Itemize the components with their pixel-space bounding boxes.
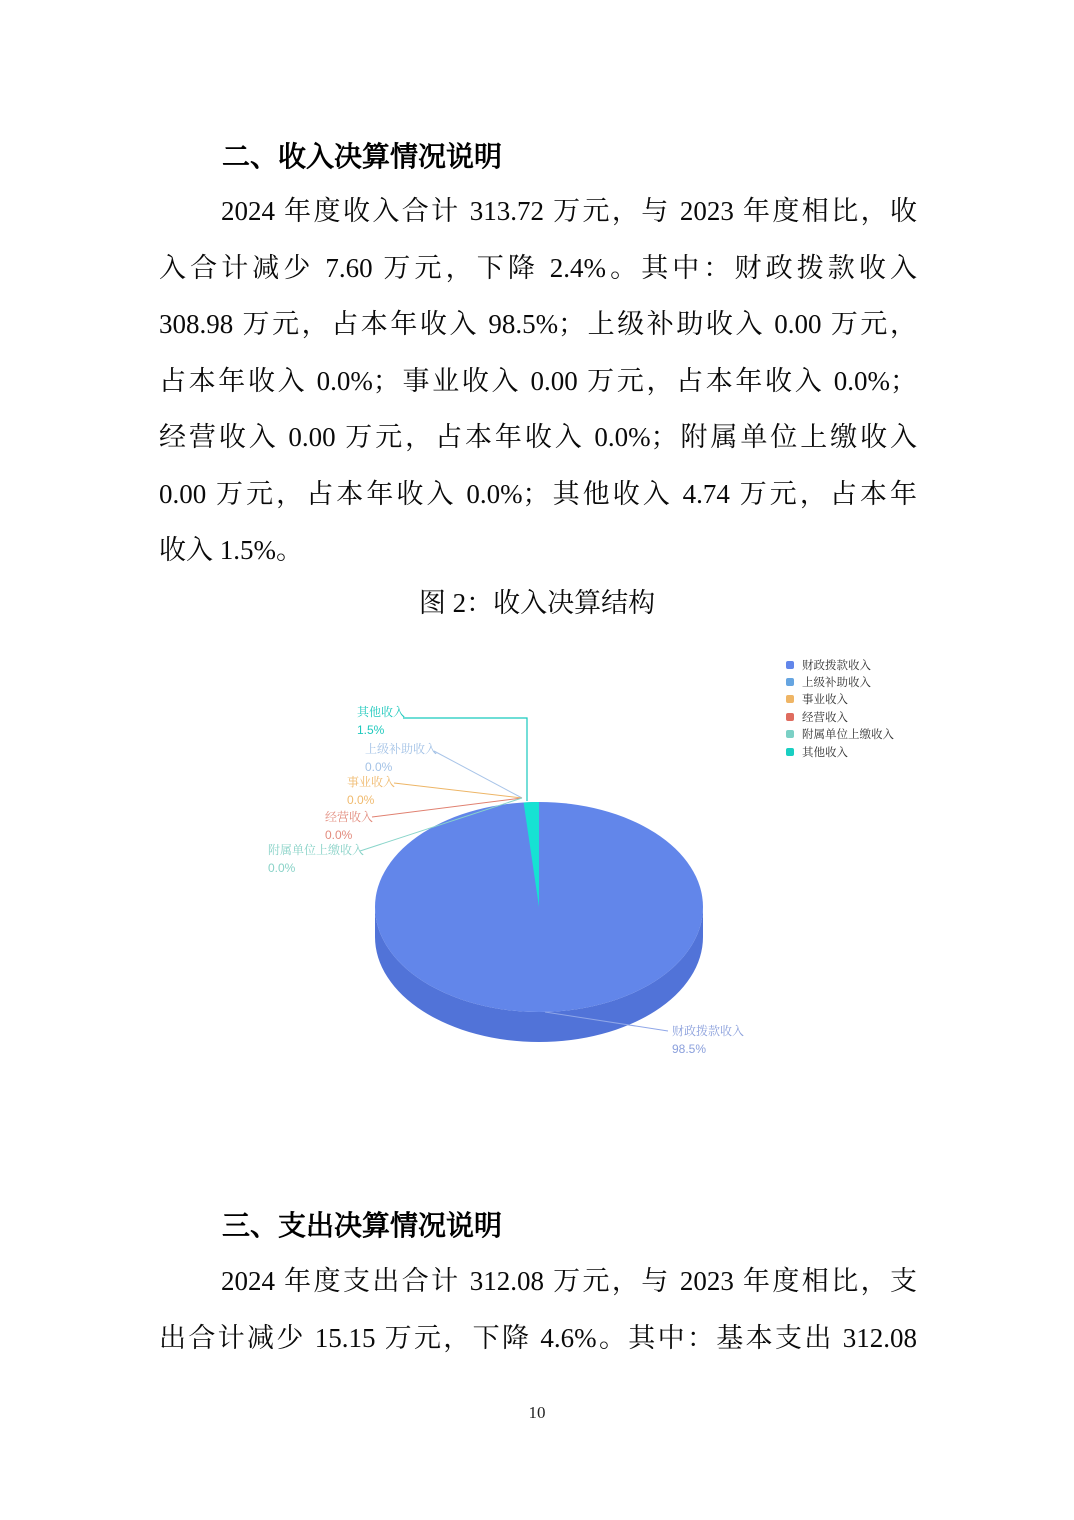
pie-label-name: 上级补助收入 [365, 742, 438, 756]
legend-item [786, 673, 894, 690]
pie-label-fiscal [672, 1022, 744, 1058]
chart-legend [786, 656, 894, 760]
income-line: 2024 年度收入合计 313.72 万元，与 2023 年度相比，收 [221, 196, 917, 226]
pie-label-business [347, 773, 395, 809]
expenditure-paragraph [159, 1253, 917, 1366]
legend-label: 经营收入 [802, 711, 848, 724]
expenditure-line: 出合计减少 15.15 万元，下降 4.6%。其中：基本支出 312.08 [159, 1322, 917, 1353]
legend-label: 附属单位上缴收入 [802, 729, 894, 742]
pie-label-name: 附属单位上缴收入 [268, 843, 365, 857]
legend-swatch-affiliated-icon [786, 730, 794, 738]
leader-line-superior [434, 751, 522, 798]
legend-item [786, 656, 894, 673]
legend-label: 上级补助收入 [802, 677, 871, 690]
pie-label-superior [365, 740, 437, 776]
legend-swatch-superior-icon [786, 678, 794, 686]
legend-label: 财政拨款收入 [802, 659, 871, 672]
pie-label-percent: 1.5% [357, 723, 385, 737]
legend-swatch-fiscal-icon [786, 661, 794, 669]
legend-item [786, 743, 894, 760]
income-line: 0.00 万元，占本年收入 0.0%；其他收入 4.74 万元，占本年 [159, 478, 917, 509]
pie-label-name: 经营收入 [325, 810, 374, 824]
pie-label-name: 财政拨款收入 [672, 1024, 745, 1038]
pie-label-percent: 0.0% [365, 760, 393, 774]
pie-label-percent: 0.0% [268, 861, 296, 875]
figure-caption: 图 2：收入决算结构 [418, 588, 656, 618]
income-line: 占本年收入 0.0%；事业收入 0.00 万元，占本年收入 0.0%； [159, 365, 917, 396]
legend-swatch-other-icon [786, 748, 794, 756]
expenditure-line: 2024 年度支出合计 312.08 万元，与 2023 年度相比，支 [221, 1266, 917, 1296]
income-line: 308.98 万元，占本年收入 98.5%；上级补助收入 0.00 万元， [159, 309, 917, 339]
income-line: 入合计减少 7.60 万元，下降 2.4%。其中：财政拨款收入 [159, 252, 917, 283]
leader-line-business [394, 783, 522, 798]
income-line: 经营收入 0.00 万元，占本年收入 0.0%；附属单位上缴收入 [159, 422, 917, 452]
pie-label-name: 其他收入 [357, 705, 406, 719]
legend-item [786, 691, 894, 708]
pie-label-operating [325, 808, 373, 844]
pie-label-percent: 98.5% [672, 1042, 707, 1056]
legend-item [786, 708, 894, 725]
pie-label-affiliated [268, 841, 364, 877]
legend-item [786, 726, 894, 743]
page-number: 10 [528, 1403, 546, 1422]
section-heading-expenditure: 三、支出决算情况说明 [222, 1210, 503, 1241]
legend-label: 其他收入 [802, 746, 848, 759]
legend-swatch-operating-icon [786, 713, 794, 721]
pie-label-name: 事业收入 [347, 775, 396, 789]
legend-swatch-business-icon [786, 695, 794, 703]
pie-label-percent: 0.0% [325, 828, 353, 842]
section-heading-income: 二、收入决算情况说明 [222, 141, 503, 172]
income-line: 收入 1.5%。 [159, 535, 303, 565]
legend-label: 事业收入 [802, 694, 848, 707]
pie-label-percent: 0.0% [347, 793, 375, 807]
pie-label-other [357, 703, 405, 739]
